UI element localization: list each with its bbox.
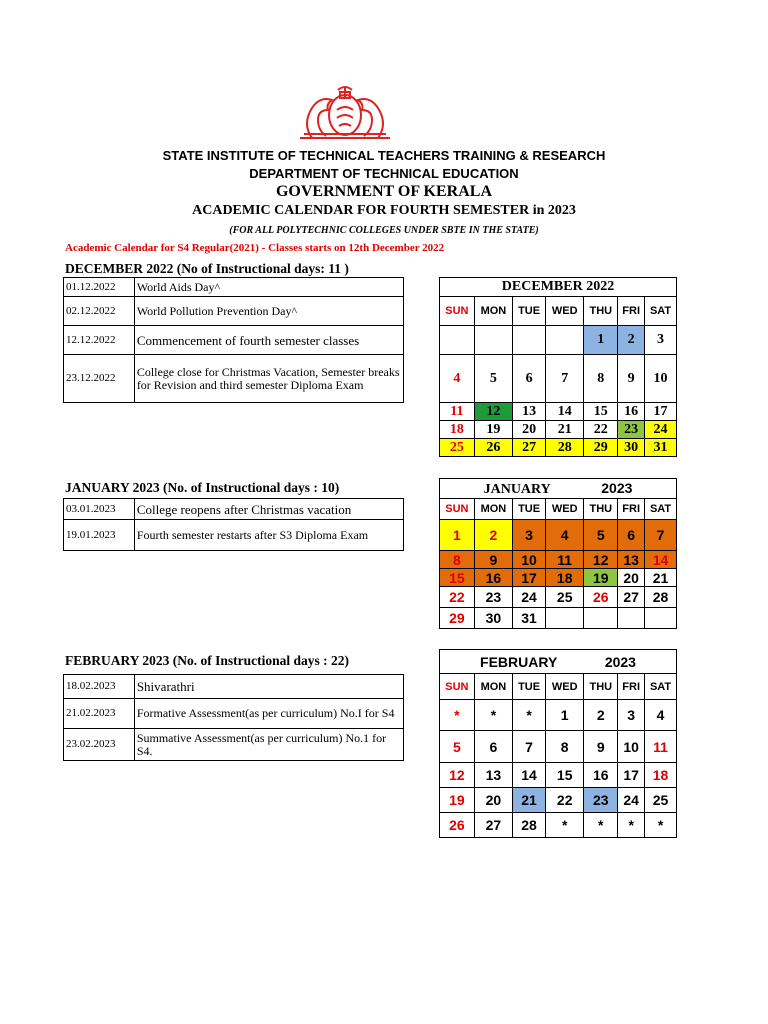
day-cell: 19 bbox=[474, 421, 512, 439]
day-cell: 19 bbox=[440, 788, 475, 813]
day-cell: 20 bbox=[618, 569, 645, 587]
january-calendar bbox=[439, 478, 677, 629]
day-name: FRI bbox=[618, 297, 645, 326]
event-date: 01.12.2022 bbox=[64, 278, 135, 297]
event-date: 19.01.2023 bbox=[64, 520, 135, 551]
day-cell: 7 bbox=[513, 731, 546, 763]
day-cell: 16 bbox=[584, 763, 618, 788]
event-text: Summative Assessment(as per curriculum) No.1 for S4. bbox=[134, 729, 403, 761]
day-cell: 16 bbox=[474, 569, 512, 587]
event-row bbox=[64, 326, 404, 355]
scope-note: (FOR ALL POLYTECHNIC COLLEGES UNDER SBTE IN THE STATE) bbox=[229, 225, 539, 236]
event-date: 18.02.2023 bbox=[64, 675, 135, 699]
day-cell: 7 bbox=[645, 520, 677, 551]
day-cell: 3 bbox=[645, 326, 677, 355]
day-cell: * bbox=[513, 700, 546, 731]
calendar-month: JANUARY bbox=[483, 481, 551, 497]
day-cell: 14 bbox=[546, 403, 584, 421]
day-cell: 17 bbox=[645, 403, 677, 421]
day-cell bbox=[440, 326, 475, 355]
institute-title: STATE INSTITUTE OF TECHNICAL TEACHERS TRAINING & RESEARCH bbox=[162, 148, 606, 163]
day-cell: 7 bbox=[546, 355, 584, 403]
day-cell: * bbox=[546, 813, 584, 838]
event-text: College close for Christmas Vacation, Semester breaks for Revision and third semester Diploma Exam bbox=[134, 355, 403, 403]
day-cell: 29 bbox=[440, 608, 475, 629]
day-name: SAT bbox=[645, 297, 677, 326]
event-text: World Pollution Prevention Day^ bbox=[134, 297, 403, 326]
day-cell: 4 bbox=[546, 520, 584, 551]
event-date: 23.02.2023 bbox=[64, 729, 135, 761]
day-name: WED bbox=[546, 499, 584, 520]
event-row bbox=[64, 675, 404, 699]
day-cell: 27 bbox=[474, 813, 512, 838]
day-cell: 15 bbox=[440, 569, 475, 587]
day-name: WED bbox=[546, 674, 584, 700]
day-name: TUE bbox=[513, 674, 546, 700]
event-text: Commencement of fourth semester classes bbox=[134, 326, 403, 355]
day-cell: 5 bbox=[440, 731, 475, 763]
day-cell bbox=[584, 608, 618, 629]
day-cell: 14 bbox=[513, 763, 546, 788]
day-cell: 23 bbox=[474, 587, 512, 608]
event-date: 12.12.2022 bbox=[64, 326, 135, 355]
day-cell bbox=[618, 608, 645, 629]
day-cell: 25 bbox=[440, 439, 475, 457]
day-cell: 29 bbox=[584, 439, 618, 457]
day-cell: 6 bbox=[474, 731, 512, 763]
calendar-year: 2023 bbox=[604, 653, 636, 670]
day-cell: 16 bbox=[618, 403, 645, 421]
day-cell: 30 bbox=[474, 608, 512, 629]
day-name: FRI bbox=[618, 499, 645, 520]
day-cell: 6 bbox=[618, 520, 645, 551]
day-cell: 26 bbox=[474, 439, 512, 457]
day-cell: 5 bbox=[584, 520, 618, 551]
day-cell: 17 bbox=[513, 569, 546, 587]
day-cell: 31 bbox=[513, 608, 546, 629]
day-cell: 9 bbox=[618, 355, 645, 403]
day-cell: 18 bbox=[546, 569, 584, 587]
day-cell: 19 bbox=[584, 569, 618, 587]
day-name: THU bbox=[584, 674, 618, 700]
day-cell: 5 bbox=[474, 355, 512, 403]
day-cell: 3 bbox=[618, 700, 645, 731]
day-name: MON bbox=[474, 297, 512, 326]
day-cell bbox=[546, 608, 584, 629]
day-cell: 21 bbox=[645, 569, 677, 587]
day-cell: 28 bbox=[513, 813, 546, 838]
day-cell: 4 bbox=[645, 700, 677, 731]
day-cell: 12 bbox=[440, 763, 475, 788]
january-heading: JANUARY 2023 (No. of Instructional days : 10) bbox=[65, 480, 340, 495]
day-cell: 15 bbox=[584, 403, 618, 421]
day-name: SUN bbox=[440, 499, 475, 520]
december-heading: DECEMBER 2022 (No of Instructional days: 11 ) bbox=[65, 261, 349, 276]
day-cell: 2 bbox=[584, 700, 618, 731]
day-cell: 20 bbox=[513, 421, 546, 439]
day-cell: * bbox=[645, 813, 677, 838]
day-cell: 13 bbox=[618, 551, 645, 569]
day-cell: 26 bbox=[440, 813, 475, 838]
day-cell: 30 bbox=[618, 439, 645, 457]
day-cell: 10 bbox=[513, 551, 546, 569]
day-cell bbox=[546, 326, 584, 355]
january-events-table bbox=[63, 498, 404, 551]
event-row bbox=[64, 355, 404, 403]
day-cell: 10 bbox=[618, 731, 645, 763]
event-date: 23.12.2022 bbox=[64, 355, 135, 403]
day-cell: 3 bbox=[513, 520, 546, 551]
day-cell: 13 bbox=[474, 763, 512, 788]
january-calendar-title bbox=[440, 479, 677, 499]
day-name: SAT bbox=[645, 499, 677, 520]
day-name: WED bbox=[546, 297, 584, 326]
day-cell: 22 bbox=[546, 788, 584, 813]
day-cell: 2 bbox=[618, 326, 645, 355]
day-name: THU bbox=[584, 499, 618, 520]
day-cell: 27 bbox=[513, 439, 546, 457]
event-date: 21.02.2023 bbox=[64, 699, 135, 729]
day-name: THU bbox=[584, 297, 618, 326]
day-name: TUE bbox=[513, 499, 546, 520]
day-cell: 15 bbox=[546, 763, 584, 788]
event-row bbox=[64, 520, 404, 551]
day-cell: 10 bbox=[645, 355, 677, 403]
day-cell: * bbox=[440, 700, 475, 731]
day-cell: 23 bbox=[618, 421, 645, 439]
day-cell: 22 bbox=[440, 587, 475, 608]
day-name: SUN bbox=[440, 297, 475, 326]
day-cell: 2 bbox=[474, 520, 512, 551]
day-cell: 9 bbox=[584, 731, 618, 763]
day-cell: 24 bbox=[618, 788, 645, 813]
december-calendar bbox=[439, 277, 677, 457]
day-cell: 25 bbox=[546, 587, 584, 608]
calendar-month: FEBRUARY bbox=[480, 653, 558, 670]
day-cell: 17 bbox=[618, 763, 645, 788]
day-cell: 18 bbox=[440, 421, 475, 439]
department-title: DEPARTMENT OF TECHNICAL EDUCATION bbox=[249, 166, 519, 181]
day-cell: 23 bbox=[584, 788, 618, 813]
day-cell: 28 bbox=[645, 587, 677, 608]
day-cell: 24 bbox=[645, 421, 677, 439]
day-name: SUN bbox=[440, 674, 475, 700]
day-cell: 1 bbox=[440, 520, 475, 551]
february-calendar-title bbox=[440, 650, 677, 674]
day-cell: 12 bbox=[584, 551, 618, 569]
day-cell: 4 bbox=[440, 355, 475, 403]
event-text: College reopens after Christmas vacation bbox=[134, 499, 403, 520]
day-cell: 22 bbox=[584, 421, 618, 439]
day-cell: 28 bbox=[546, 439, 584, 457]
day-cell: 14 bbox=[645, 551, 677, 569]
day-cell: 18 bbox=[645, 763, 677, 788]
day-cell: 20 bbox=[474, 788, 512, 813]
february-calendar bbox=[439, 649, 677, 838]
day-cell: 27 bbox=[618, 587, 645, 608]
day-cell: 11 bbox=[440, 403, 475, 421]
day-cell: 8 bbox=[584, 355, 618, 403]
day-name: SAT bbox=[645, 674, 677, 700]
calendar-title: ACADEMIC CALENDAR FOR FOURTH SEMESTER in 2023 bbox=[192, 203, 576, 218]
event-row bbox=[64, 499, 404, 520]
day-cell bbox=[645, 608, 677, 629]
event-text: Shivarathri bbox=[134, 675, 403, 699]
event-text: Formative Assessment(as per curriculum) No.I for S4 bbox=[134, 699, 403, 729]
event-row bbox=[64, 278, 404, 297]
day-cell: 21 bbox=[546, 421, 584, 439]
day-name: MON bbox=[474, 674, 512, 700]
day-cell: 1 bbox=[546, 700, 584, 731]
day-cell bbox=[474, 326, 512, 355]
december-calendar-title: DECEMBER 2022 bbox=[440, 278, 677, 297]
day-cell: 11 bbox=[546, 551, 584, 569]
event-row bbox=[64, 297, 404, 326]
event-row bbox=[64, 729, 404, 761]
day-cell: 8 bbox=[440, 551, 475, 569]
day-cell: 21 bbox=[513, 788, 546, 813]
day-cell: 31 bbox=[645, 439, 677, 457]
day-cell: 8 bbox=[546, 731, 584, 763]
day-cell: 13 bbox=[513, 403, 546, 421]
day-cell: 11 bbox=[645, 731, 677, 763]
day-name: TUE bbox=[513, 297, 546, 326]
february-events-table bbox=[63, 674, 404, 761]
event-text: Fourth semester restarts after S3 Diploma Exam bbox=[134, 520, 403, 551]
day-cell: 26 bbox=[584, 587, 618, 608]
government-title: GOVERNMENT OF KERALA bbox=[275, 183, 492, 200]
december-events-table bbox=[63, 277, 404, 403]
day-cell: * bbox=[474, 700, 512, 731]
day-name: MON bbox=[474, 499, 512, 520]
day-cell: 9 bbox=[474, 551, 512, 569]
february-heading: FEBRUARY 2023 (No. of Instructional days : 22) bbox=[65, 653, 350, 668]
day-cell: 24 bbox=[513, 587, 546, 608]
day-cell bbox=[513, 326, 546, 355]
event-row bbox=[64, 699, 404, 729]
event-date: 03.01.2023 bbox=[64, 499, 135, 520]
event-date: 02.12.2022 bbox=[64, 297, 135, 326]
day-cell: 12 bbox=[474, 403, 512, 421]
calendar-year: 2023 bbox=[601, 479, 633, 496]
event-text: World Aids Day^ bbox=[134, 278, 403, 297]
day-cell: 1 bbox=[584, 326, 618, 355]
regular-note: Academic Calendar for S4 Regular(2021) - Classes starts on 12th December 2022 bbox=[65, 242, 445, 254]
day-name: FRI bbox=[618, 674, 645, 700]
day-cell: 6 bbox=[513, 355, 546, 403]
kerala-emblem-icon bbox=[290, 80, 400, 142]
day-cell: * bbox=[584, 813, 618, 838]
day-cell: 25 bbox=[645, 788, 677, 813]
day-cell: * bbox=[618, 813, 645, 838]
